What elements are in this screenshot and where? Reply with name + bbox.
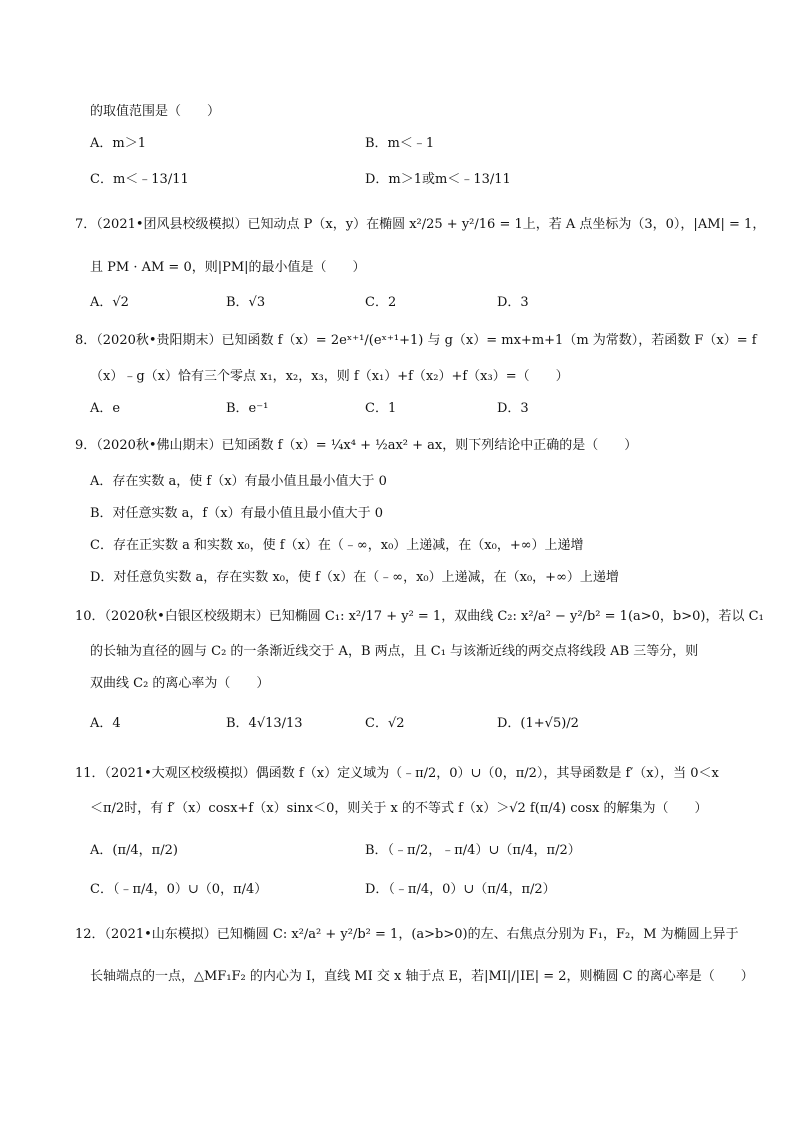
q6-option-b[interactable]: B．m＜﹣1 — [365, 136, 435, 151]
q7-option-d[interactable]: D．3 — [497, 295, 529, 310]
q8-option-c[interactable]: C．1 — [365, 401, 397, 416]
q8-stem-line1: 8．（2020秋•贵阳期末）已知函数 f（x）= 2eˣ⁺¹/(eˣ⁺¹+1) 与 g（x）= mx+m+1（m 为常数），若函数 F（x）= f — [75, 333, 757, 348]
q8-option-d[interactable]: D．3 — [497, 401, 529, 416]
q7-option-a[interactable]: A．√2 — [90, 295, 129, 310]
q9-option-b[interactable]: B．对任意实数 a，f（x）有最小值且最小值大于 0 — [90, 506, 383, 521]
q10-option-d[interactable]: D．(1+√5)/2 — [497, 716, 579, 731]
q10-stem-line1: 10．（2020秋•白银区校级期末）已知椭圆 C₁: x²/17 + y² = 1，双曲线 C₂: x²/a² − y²/b² = 1(a>0，b>0)，若以 C₁ — [75, 609, 764, 624]
q6-option-d[interactable]: D．m＞1或m＜﹣13/11 — [365, 172, 511, 187]
q8-stem-line2: （x）﹣g（x）恰有三个零点 x₁，x₂，x₃，则 f（x₁）+f（x₂）+f（x₃）=（ ） — [90, 369, 569, 384]
q8-option-a[interactable]: A．e — [90, 401, 121, 416]
q12-stem-line1: 12．（2021•山东模拟）已知椭圆 C: x²/a² + y²/b² = 1，(a>b>0)的左、右焦点分别为 F₁，F₂，M 为椭圆上异于 — [75, 927, 739, 942]
q7-option-c[interactable]: C．2 — [365, 295, 397, 310]
q10-stem-line3: 双曲线 C₂ 的离心率为（ ） — [90, 676, 270, 691]
q9-option-a[interactable]: A．存在实数 a，使 f（x）有最小值且最小值大于 0 — [90, 474, 387, 489]
q8-option-b[interactable]: B．e⁻¹ — [226, 401, 269, 416]
q11-stem-line2: ＜π/2时，有 f′（x）cosx+f（x）sinx＜0，则关于 x 的不等式 f（x）＞√2 f(π/4) cosx 的解集为（ ） — [90, 801, 708, 816]
q11-option-c[interactable]: C．（﹣π/4，0）∪（0，π/4） — [90, 882, 268, 897]
q9-option-d[interactable]: D．对任意负实数 a，存在实数 x₀，使 f（x）在（﹣∞，x₀）上递减，在（x₀，+∞）上递增 — [90, 570, 619, 585]
q9-option-c[interactable]: C．存在正实数 a 和实数 x₀，使 f（x）在（﹣∞，x₀）上递减，在（x₀，+∞）上递增 — [90, 538, 584, 553]
q11-option-b[interactable]: B．（﹣π/2，﹣π/4）∪（π/4，π/2） — [365, 843, 581, 858]
q7-option-b[interactable]: B．√3 — [226, 295, 266, 310]
q7-stem-line1: 7．（2021•团风县校级模拟）已知动点 P（x，y）在椭圆 x²/25 + y²/16 = 1上，若 A 点坐标为（3，0），|AM| = 1， — [75, 217, 766, 232]
q10-option-c[interactable]: C．√2 — [365, 716, 405, 731]
q11-option-d[interactable]: D．（﹣π/4，0）∪（π/4，π/2） — [365, 882, 556, 897]
q10-option-a[interactable]: A．4 — [90, 716, 121, 731]
q11-option-a[interactable]: A．(π/4，π/2) — [90, 843, 178, 858]
q6-option-c[interactable]: C．m＜﹣13/11 — [90, 172, 189, 187]
q12-stem-line2: 长轴端点的一点，△MF₁F₂ 的内心为 I，直线 MI 交 x 轴于点 E，若|MI|/|IE| = 2，则椭圆 C 的离心率是（ ） — [90, 969, 754, 984]
q7-stem-line2: 且 PM · AM = 0，则|PM|的最小值是（ ） — [90, 260, 366, 275]
q9-stem: 9．（2020秋•佛山期末）已知函数 f（x）= ¼x⁴ + ½ax² + ax，则下列结论中正确的是（ ） — [75, 438, 638, 453]
q10-option-b[interactable]: B．4√13/13 — [226, 716, 303, 731]
q6-option-a[interactable]: A．m＞1 — [90, 136, 146, 151]
q6-stem-tail: 的取值范围是（ ） — [90, 104, 221, 119]
q11-stem-line1: 11．（2021•大观区校级模拟）偶函数 f（x）定义域为（﹣π/2，0）∪（0，π/2），其导函数是 f′（x），当 0＜x — [75, 766, 719, 781]
q10-stem-line2: 的长轴为直径的圆与 C₂ 的一条渐近线交于 A，B 两点，且 C₁ 与该渐近线的两交点将线段 AB 三等分，则 — [90, 644, 699, 659]
